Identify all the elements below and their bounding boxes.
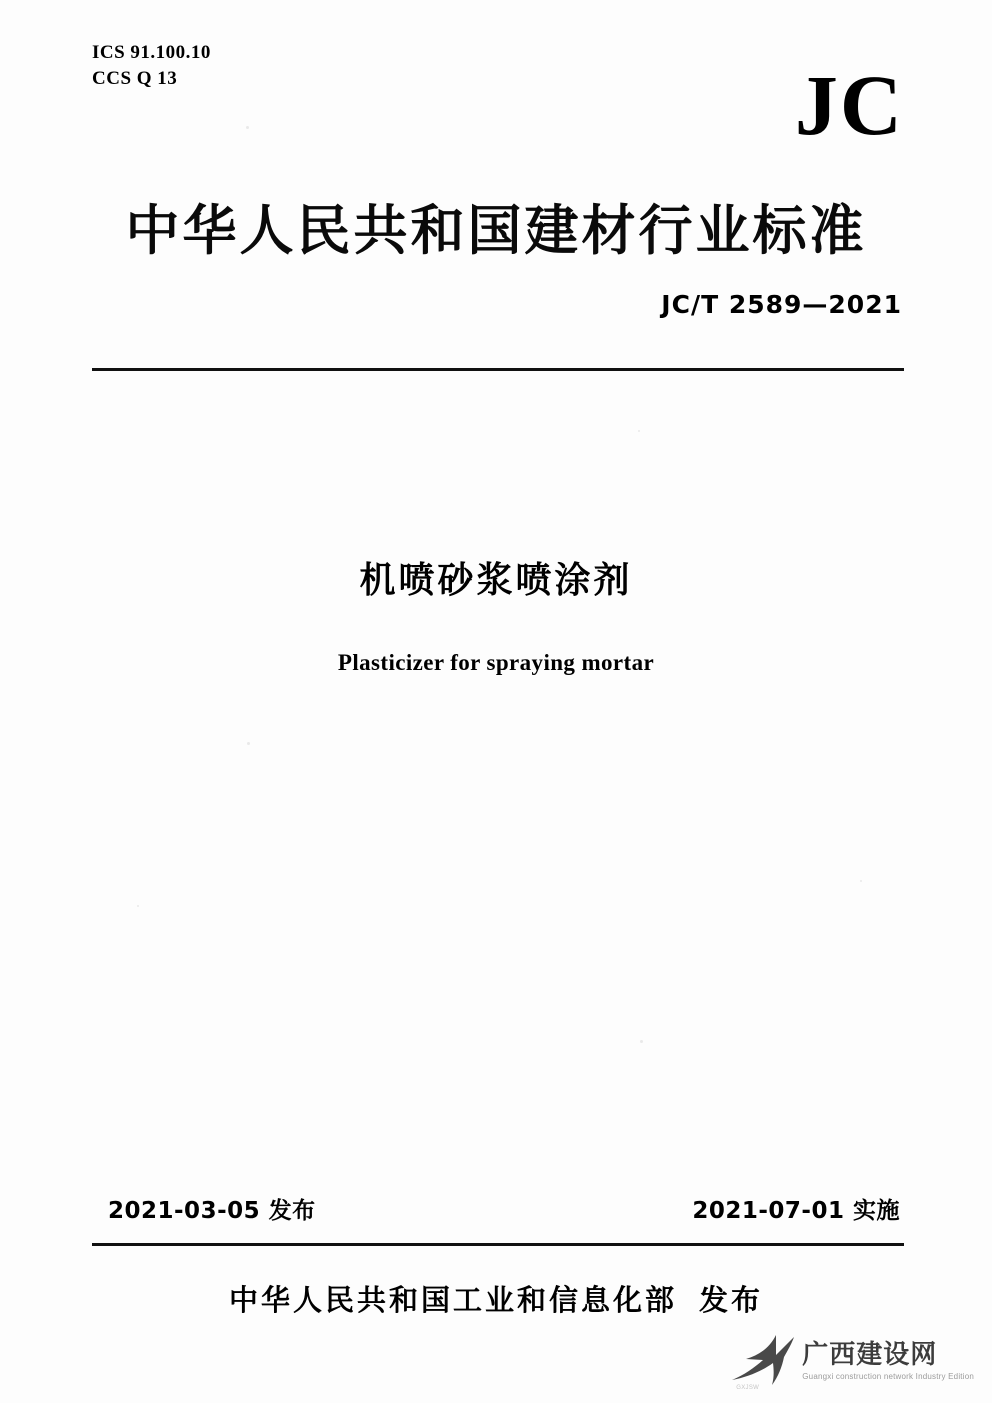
ccs-line: CCS Q 13	[92, 68, 178, 89]
issuing-authority	[0, 1278, 992, 1319]
footer-divider	[92, 1243, 904, 1246]
ics-line: ICS 91.100.10	[92, 42, 211, 63]
header-divider	[92, 368, 904, 371]
issuing-authority-name: 中华人民共和国工业和信息化部	[228, 1283, 677, 1317]
standard-number: JC/T 2589—2021	[661, 290, 902, 319]
release-date: 2021-03-05 发布	[108, 1198, 316, 1224]
watermark-brand-en: Guangxi construction network Industry Edition	[802, 1372, 974, 1381]
paper-speckle	[860, 880, 862, 882]
paper-speckle	[638, 430, 640, 432]
document-title-chinese: 机喷砂浆喷涂剂	[359, 560, 633, 601]
ics-classification-block	[92, 40, 211, 92]
paper-speckle	[640, 1040, 643, 1043]
page-title: 中华人民共和国建材行业标准	[125, 199, 867, 262]
watermark-text-block	[802, 1341, 974, 1381]
paper-speckle	[137, 905, 139, 907]
paper-speckle	[247, 742, 250, 745]
watermark-brand-tiny: GXJSW	[736, 1385, 760, 1391]
document-title-english: Plasticizer for spraying mortar	[337, 650, 655, 675]
star-logo-icon	[730, 1333, 796, 1389]
implementation-date: 2021-07-01 实施	[692, 1198, 900, 1224]
watermark-brand-cn: 广西建设网	[802, 1340, 938, 1370]
paper-speckle	[246, 126, 249, 129]
jc-emblem: JC	[794, 57, 904, 153]
watermark	[730, 1333, 974, 1389]
issuing-authority-verb: 发布	[699, 1283, 764, 1317]
